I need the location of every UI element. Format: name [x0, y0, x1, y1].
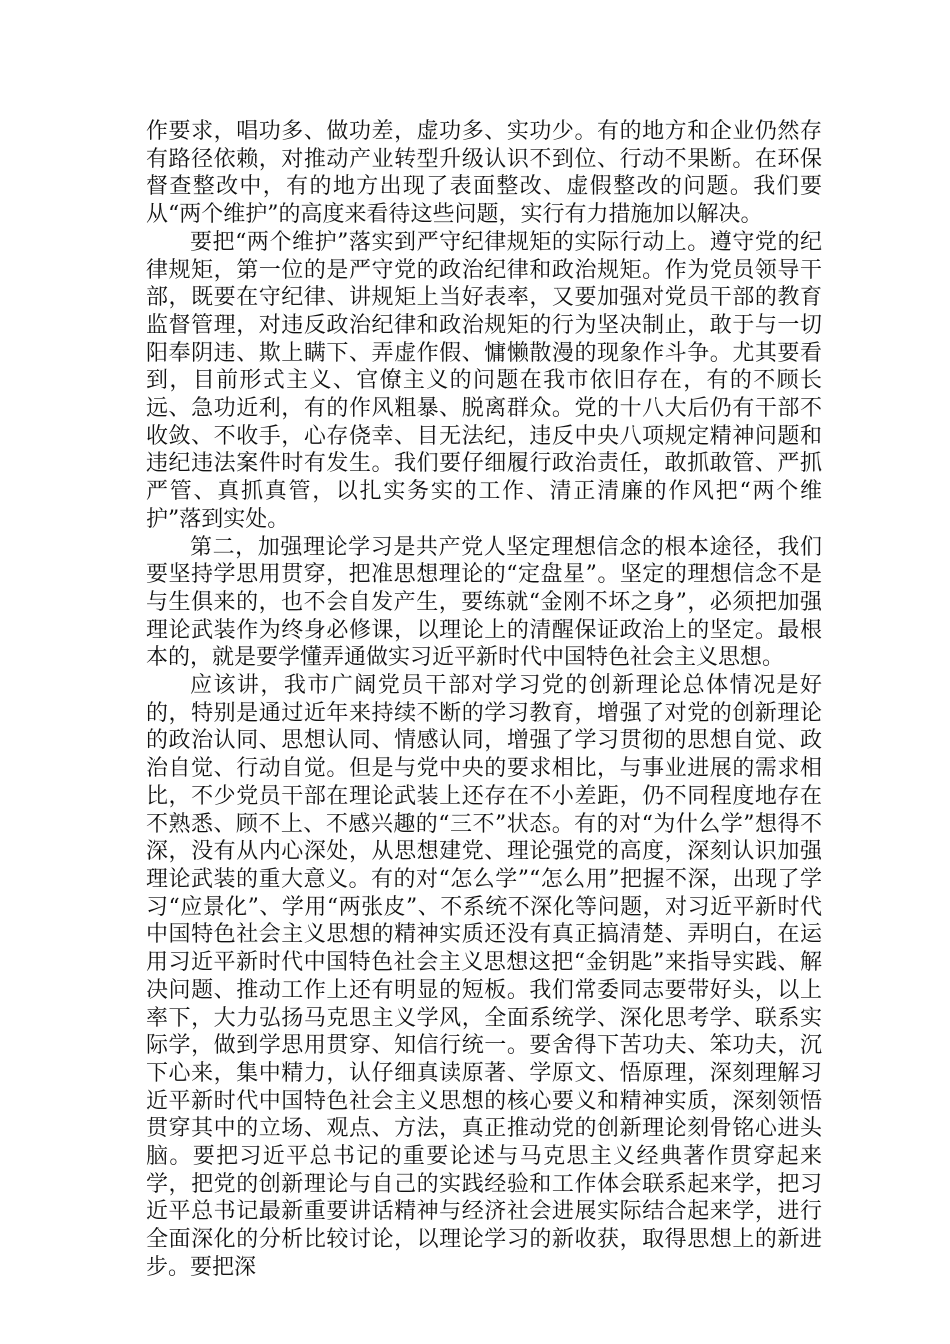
paragraph-4: 应该讲，我市广阔党员干部对学习党的创新理论总体情况是好的，特别是通过近年来持续不断的学习教育，增强了对党的创新理论的政治认同、思想认同、情感认同，增强了学习贯彻的思想自觉、政治自觉、行动自觉。但是与党中央的要求相比，与事业进展的需求相比，不少党员干部在理论武装上还存在不小差距，仍不同程度地存在不熟悉、顾不上、不感兴趣的“三不”状态。有的对“为什么学”想得不深，没有从内心深处，从思想建党、理论强党的高度，深刻认识加强理论武装的重大意义。有的对“怎么学”“怎么用”把握不深，出现了学习“应景化”、学用“两张皮”、不系统不深化等问题，对习近平新时代中国特色社会主义思想的精神实质还没有真正搞清楚、弄明白，在运用习近平新时代中国特色社会主义思想这把“金钥匙”来指导实践、解决问题、推动工作上还有明显的短板。我们常委同志要带好头，以上率下，大力弘扬马克思主义学风，全面系统学、深化思考学、联系实际学，做到学思用贯穿、知信行统一。要舍得下苦功夫、笨功夫，沉下心来，集中精力，认仔细真读原著、学原文、悟原理，深刻理解习近平新时代中国特色社会主义思想的核心要义和精神实质，深刻领悟贯穿其中的立场、观点、方法，真正推动党的创新理论刻骨铭心进头脑。要把习近平总书记的重要论述与马克思主义经典著作贯穿起来学，把党的创新理论与自己的实践经验和工作体会联系起来学，把习近平总书记最新重要讲话精神与经济社会进展实际结合起来学，进行全面深化的分析比较讨论，以理论学习的新收获，取得思想上的新进步。要把深 — [146, 673, 822, 1280]
paragraph-2: 要把“两个维护”落实到严守纪律规矩的实际行动上。遵守党的纪律规矩，第一位的是严守党的政治纪律和政治规矩。作为党员领导干部，既要在守纪律、讲规矩上当好表率，又要加强对党员干部的教育监督管理，对违反政治纪律和政治规矩的行为坚决制止，敢于与一切阳奉阴违、欺上瞒下、弄虚作假、慵懒散漫的现象作斗争。尤其要看到，目前形式主义、官僚主义的问题在我市依旧存在，有的不顾长远、急功近利，有的作风粗暴、脱离群众。党的十八大后仍有干部不收敛、不收手，心存侥幸、目无法纪，违反中央八项规定精神问题和违纪违法案件时有发生。我们要仔细履行政治责任，敢抓敢管、严抓严管、真抓真管，以扎实务实的工作、清正清廉的作风把“两个维护”落到实处。 — [146, 229, 822, 532]
paragraph-3: 第二，加强理论学习是共产党人坚定理想信念的根本途径，我们要坚持学思用贯穿，把准思想理论的“定盘星”。坚定的理想信念不是与生俱来的，也不会自发产生，要练就“金刚不坏之身”，必须把加强理论武装作为终身必修课，以理论上的清醒保证政治上的坚定。最根本的，就是要学懂弄通做实习近平新时代中国特色社会主义思想。 — [146, 534, 822, 671]
document-body — [146, 118, 822, 1282]
paragraph-1: 作要求，唱功多、做功差，虚功多、实功少。有的地方和企业仍然存有路径依赖，对推动产业转型升级认识不到位、行动不果断。在环保督查整改中，有的地方出现了表面整改、虚假整改的问题。我们要从“两个维护”的高度来看待这些问题，实行有力措施加以解决。 — [146, 119, 822, 228]
